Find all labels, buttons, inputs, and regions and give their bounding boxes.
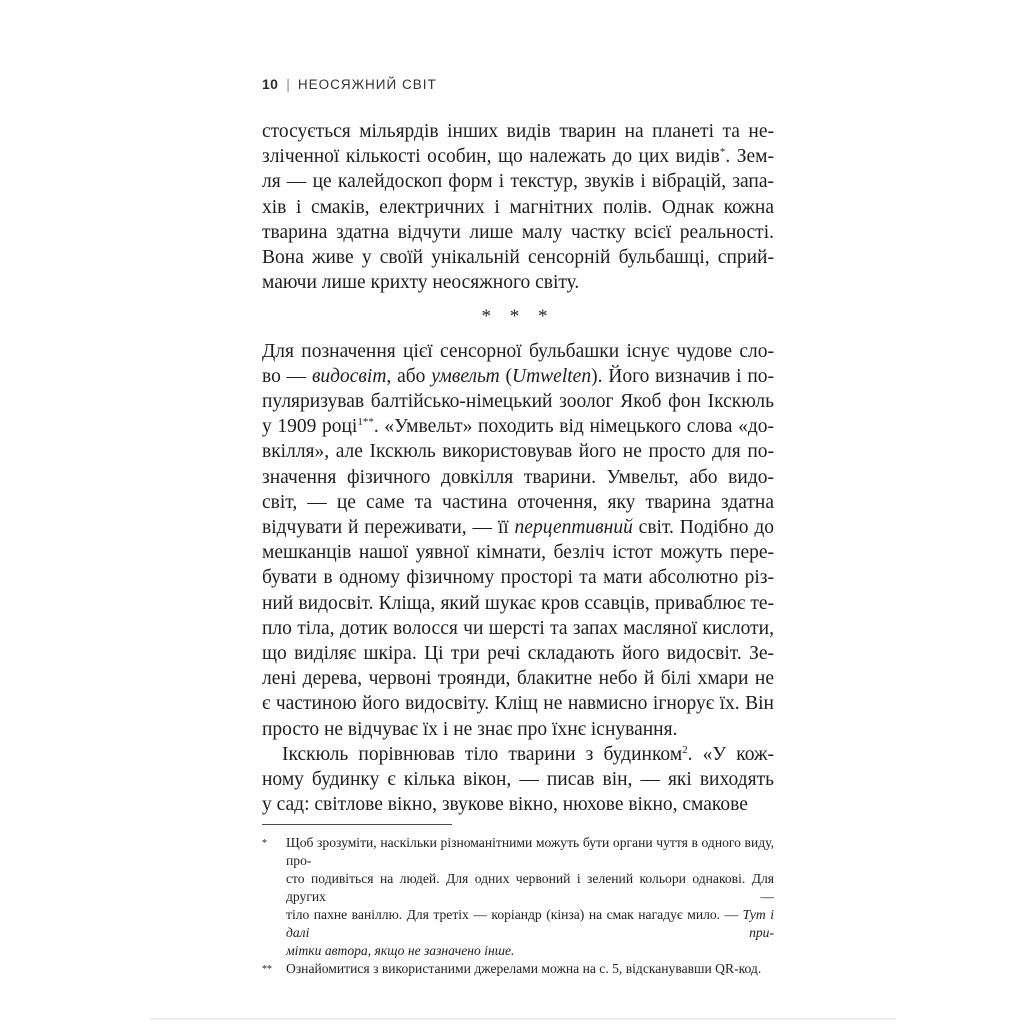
footnote-reference: 1** — [357, 416, 374, 429]
book-title: НЕОСЯЖНИЙ СВІТ — [297, 77, 437, 92]
footnote-line: мітки автора, якщо не зазначено інше. — [286, 943, 515, 959]
paragraph-house — [262, 742, 774, 818]
footnote-rule — [262, 824, 452, 825]
paragraph-continuation — [262, 119, 774, 295]
footnote-2 — [262, 960, 774, 979]
text-line: пло тіла, дотик волосся чи шерсті та запах масляної кислоти, — [262, 617, 774, 639]
text-line: маючи лише крихту неосяжного світу. — [262, 272, 580, 294]
text-line: що виділяє шкіра. Ці три речі складають його видосвіт. Зе- — [262, 643, 774, 665]
footnote-text — [286, 960, 774, 978]
footnote-1 — [262, 834, 774, 960]
text-line: світ, — це саме та частина оточення, яку тварина здатна — [262, 491, 774, 513]
page-number: 10 — [262, 76, 279, 92]
text-run: Ікскюль порівнював тіло тварини з будинком — [282, 743, 683, 765]
text-run: . «У кож- — [687, 743, 774, 765]
footnote-line: сто подивіться на людей. Для одних червоний і зелений кольори однакові. Для других — — [286, 871, 774, 905]
page-edge-shadow — [150, 1018, 896, 1020]
text-line — [262, 742, 774, 767]
header-divider: | — [286, 76, 290, 92]
footnote-line: Щоб зрозуміти, наскільки різноманітними можуть бути органи чуття в одного виду, про- — [286, 835, 774, 869]
footnote-line — [286, 906, 774, 942]
text-line — [262, 515, 774, 540]
text-line — [262, 364, 774, 389]
body-text — [262, 119, 774, 817]
text-line: є частиною його видосвіту. Кліщ не навмисно ігнорує їх. Він — [262, 693, 774, 715]
text-run: . «Умвельт» походить від німецького слова «до- — [373, 416, 774, 438]
text-line: значення фізичного довкілля тварини. Умвельт, або видо- — [262, 466, 774, 488]
text-run: ). Його визначив і по- — [591, 365, 774, 387]
text-run: ( — [499, 365, 512, 387]
text-run: во — — [262, 365, 312, 387]
text-line: тварина здатна відчути лише малу частку всієї реальності. — [262, 221, 774, 243]
text-line: пуляризував балтійсько-німецький зоолог Якоб фон Ікскюль — [262, 391, 774, 413]
footnote-marker: ** — [262, 964, 272, 976]
text-line — [262, 144, 774, 169]
paragraph-umwelt — [262, 339, 774, 742]
italic-term: перцептивний — [514, 517, 633, 539]
text-run: у 1909 році — [262, 416, 358, 438]
text-line: Для позначення цієї сенсорної бульбашки існує чудове сло- — [262, 340, 774, 362]
text-run: відчувати й переживати, — її — [262, 517, 515, 539]
text-run: тіло пахне ваніллю. Для третіх — коріандр (кінза) на смак нагадує мило. — — [286, 907, 743, 923]
footnote-text — [286, 834, 774, 960]
text-line: бувати в одному фізичному просторі та мати абсолютно різ- — [262, 567, 774, 589]
italic-term: видосвіт — [311, 365, 387, 387]
text-line: ному будинку є кілька вікон, — писав він, — які виходять — [262, 769, 774, 791]
running-header — [262, 76, 774, 92]
text-line — [262, 414, 774, 439]
text-line: ля — це калейдоскоп форм і текстур, звуків і вібрацій, запа- — [262, 171, 774, 193]
italic-term: Umwelten — [512, 365, 592, 387]
text-run: зліченної кількості особин, що належать до цих видів — [262, 146, 720, 168]
text-line: у сад: світлове вікно, звукове вікно, нюхове вікно, смакове — [262, 794, 748, 816]
italic-note: Тут і далі при- — [286, 907, 775, 941]
footnote-reference: 2 — [682, 743, 688, 756]
text-column — [262, 76, 774, 979]
footnote-block — [262, 824, 774, 979]
text-line: стосується мільярдів інших видів тварин на планеті та не- — [262, 121, 774, 142]
text-line: хів і смаків, електричних і магнітних полів. Однак кожна — [262, 196, 774, 218]
italic-term: умвельт — [431, 365, 500, 387]
text-line: просто не відчуває їх і не знає про їхнє існування. — [262, 718, 678, 740]
text-line: Вона живе у своїй унікальній сенсорній бульбашці, сприй- — [262, 247, 774, 269]
text-run: , або — [386, 365, 432, 387]
text-line: лені дерева, червоні троянди, блакитне небо й білі хмари не — [262, 668, 774, 690]
text-run: світ. Подібно до — [632, 517, 774, 539]
footnote-line: Ознайомитися з використаними джерелами можна на с. 5, відсканувавши QR-код. — [286, 961, 762, 977]
text-line: вкілля», але Ікскюль використовував його не просто для по- — [262, 441, 774, 463]
text-run: . Зем- — [725, 146, 774, 168]
section-break: * * * — [481, 306, 555, 328]
footnote-reference: * — [719, 146, 726, 159]
footnote-marker: * — [262, 838, 267, 850]
text-line: мешканців нашої уявної кімнати, безліч істот можуть пере- — [262, 542, 774, 564]
text-line: ний видосвіт. Кліща, який шукає кров ссавців, приваблює те- — [262, 592, 774, 614]
